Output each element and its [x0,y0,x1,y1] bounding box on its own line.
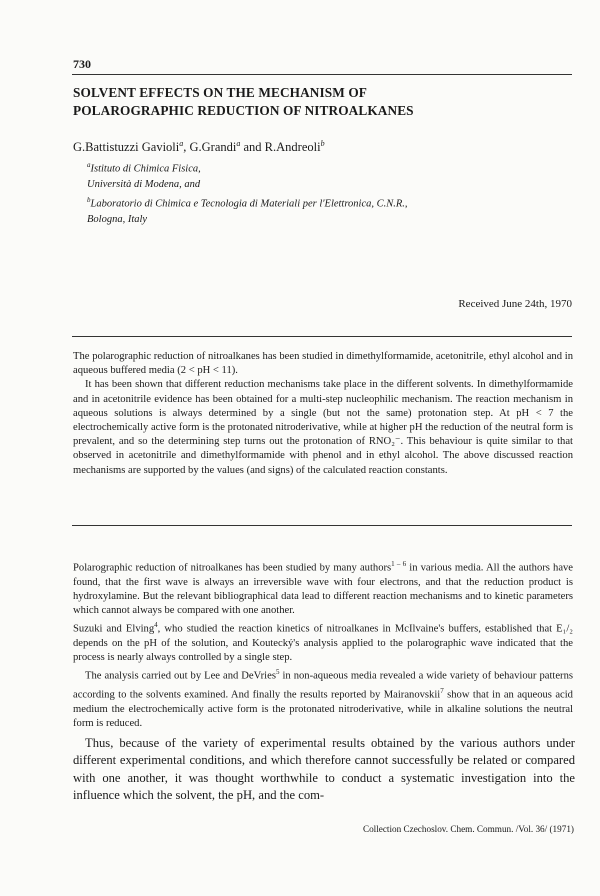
body-text [73,735,575,805]
citation-mark: 1 – 6 [391,560,407,568]
affiliation-b-line-1: $^b$Laboratorio di Chimica e Tecnologia di Materiali per l'Elettronica, C.N.R., [87,195,408,209]
citation-mark: 4 [154,621,158,630]
title-line-1: SOLVENT EFFECTS ON THE MECHANISM OF [73,85,367,100]
author-2-affil-mark: a [236,139,241,148]
abstract [73,350,573,478]
author-2: G.Grandi [189,140,237,155]
author-3: R.Andreoli [264,140,321,155]
article-title [73,84,573,120]
abstract-bottom-rule [72,525,572,526]
abstract-paragraph-2: It has been shown that different reduction mechanisms take place in the different solvents. In dimethylformamide and in acetonitrile evidence has been obtained for a multi-step nucleophilic mechanism. The reaction mechanism in aqueous solutions is always determined by a single (but not the same) protonation step. At pH < 7 the electrochemically active form is the protonated nitroderivative, while at higher pH the reduction of the neutral form is prevalent, and so the determining step turns out the protonation of RNO₂⁻. This behaviour is quite similar to that observed in acetonitrile and dimethylformamide with phenol and in ethyl alcohol. The above discussed reaction mechanisms are supported by the values (and signs) of the calculated reaction constants. [73,379,573,476]
author-list [73,139,325,155]
affiliation-b-mark: b [87,195,91,204]
author-separator: and [240,140,265,155]
abstract-top-rule [72,336,572,337]
affiliations [87,158,408,227]
intro-paragraph-1: Polarographic reduction of nitroalkanes has been studied by many authors$^{1 - 6}$ in various media. All the authors have found, that the first wave is always an irreversible wave with four electrons, and that the reduction product is hydroxylamine. But the relevant bibliographical data lead to different reaction mechanisms and to kinetic parameters which cannot always be compared with one another. [73,560,574,617]
citation-mark: 5 [275,668,280,677]
header-rule [72,74,572,75]
citation-mark: 7 [440,687,444,696]
journal-footer: Collection Czechoslov. Chem. Commun. /Vol. 36/ (1971) [362,824,574,834]
author-1: G.Battistuzzi Gavioli [73,140,180,155]
author-separator: , [183,140,190,155]
affiliation-a-line-2: Università di Modena, and [87,179,201,190]
page-number: 730 [73,57,91,71]
intro-paragraph-3: The analysis carried out by Lee and DeVries$^5$ in non-aqueous media revealed a wide variety of behaviour patterns according to the solvents examined. And finally the results reported by Mairanovskii$^7$ show that in an aqueous acid medium the electrochemically active form is the protonated nitroderivative, while in alkaline solutions the neutral form is reduced. [73,668,573,730]
affiliation-a-line-1: $^a$Istituto di Chimica Fisica, [87,161,201,175]
received-date: Received June 24th, 1970 [458,298,572,310]
author-3-affil-mark: b [320,139,325,148]
abstract-paragraph-1: The polarographic reduction of nitroalkanes has been studied in dimethylformamide, acetonitrile, ethyl alcohol and in aqueous buffered media (2 < pH < 11). [73,351,573,377]
affiliation-b-line-2: Bologna, Italy [87,213,148,225]
body-paragraph-1: Thus, because of the variety of experimental results obtained by the various authors under different experimental conditions, and which therefore cannot successfully be related or compared with one another, it was thought worthwhile to conduct a systematic investigation into the influence which the solvent, the pH, and the com- [73,736,575,803]
title-line-2: POLAROGRAPHIC REDUCTION OF NITROALKANES [73,103,414,118]
affiliation-a-mark: a [87,161,91,169]
intro-paragraph-2: Suzuki and Elving$^4$, who studied the reaction kinetics of nitroalkanes in McIlvaine's buffers, established that E₁/₂ depends on the pH of the solution, and Koutecký's analysis applied to the polarographic wave indicated that the process is nearly always controlled by a single step. [73,621,573,664]
author-1-affil-mark: a [179,139,184,148]
introduction [73,557,573,731]
